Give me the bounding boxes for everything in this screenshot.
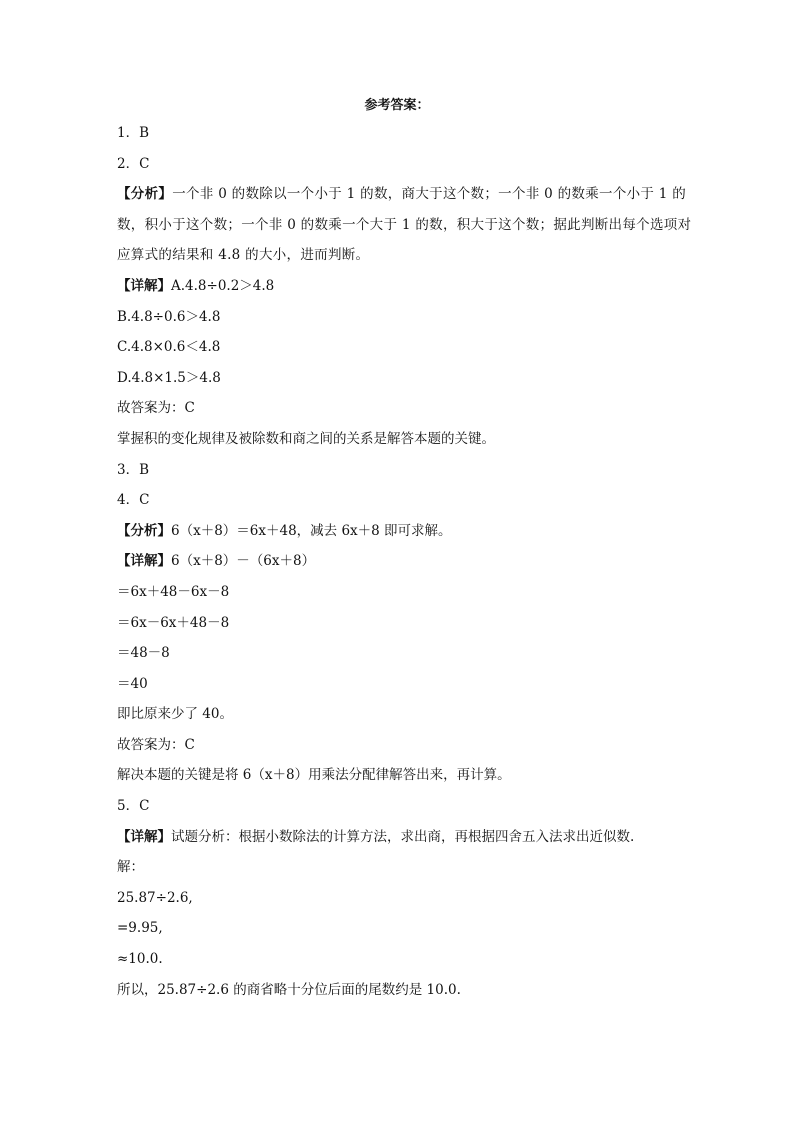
equation-line: ≈10.0. [117, 951, 163, 968]
equation-line: ＝6x－6x＋48－8 [117, 614, 230, 631]
analysis-text: 一个非 0 的数除以一个小于 1 的数，商大于这个数；一个非 0 的数乘一个小于 1 的数，积小于这个数；一个非 0 的数乘一个大于 1 的数，积大于这个数；据此判断出每个选项对应算式的结果和 4.8 的大小，进而判断。 [117, 186, 692, 264]
summary-line: 掌握积的变化规律及被除数和商之间的关系是解答本题的关键。 [117, 430, 495, 447]
conclusion-line: 故答案为：C [117, 736, 195, 753]
analysis-paragraph [117, 179, 697, 271]
detail-line: 【详解】试题分析：根据小数除法的计算方法，求出商，再根据四舍五入法求出近似数. [117, 828, 635, 845]
summary-line: 解决本题的关键是将 6（x＋8）用乘法分配律解答出来，再计算。 [117, 767, 511, 784]
answer-line: 5．C [117, 798, 150, 815]
equation-line: ＝40 [117, 675, 148, 692]
detail-line: 【详解】A.4.8÷0.2＞4.8 [117, 277, 275, 294]
detail-tag: 【详解】 [117, 553, 171, 570]
detail-tag: 【详解】 [117, 277, 171, 294]
detail-line: B.4.8÷0.6＞4.8 [117, 308, 221, 325]
detail-line: C.4.8×0.6＜4.8 [117, 339, 221, 356]
conclusion-line: 故答案为：C [117, 400, 195, 417]
answer-content [117, 118, 697, 1005]
equation-line: =9.95, [117, 920, 163, 937]
detail-tag: 【详解】 [117, 828, 171, 845]
answer-line: 3．B [117, 461, 150, 478]
equation-line: ＝48－8 [117, 645, 170, 662]
conclusion-line: 所以，25.87÷2.6 的商省略十分位后面的尾数约是 10.0. [117, 981, 461, 998]
page-title: 参考答案： [364, 98, 430, 113]
result-line: 即比原来少了 40。 [117, 706, 233, 723]
answer-line: 4．C [117, 492, 150, 509]
analysis-tag: 【分析】 [117, 522, 171, 539]
analysis-tag: 【分析】 [117, 186, 173, 203]
equation-line: ＝6x＋48－6x－8 [117, 583, 230, 600]
detail-line: D.4.8×1.5＞4.8 [117, 369, 221, 386]
answer-line: 1．B [117, 125, 150, 141]
analysis-line: 【分析】6（x＋8）＝6x＋48，减去 6x＋8 即可求解。 [117, 522, 452, 539]
detail-line: 【详解】6（x＋8）－（6x＋8） [117, 553, 316, 570]
answer-line: 2．C [117, 155, 150, 172]
equation-line: 25.87÷2.6, [117, 889, 193, 906]
solution-label: 解： [117, 859, 144, 876]
